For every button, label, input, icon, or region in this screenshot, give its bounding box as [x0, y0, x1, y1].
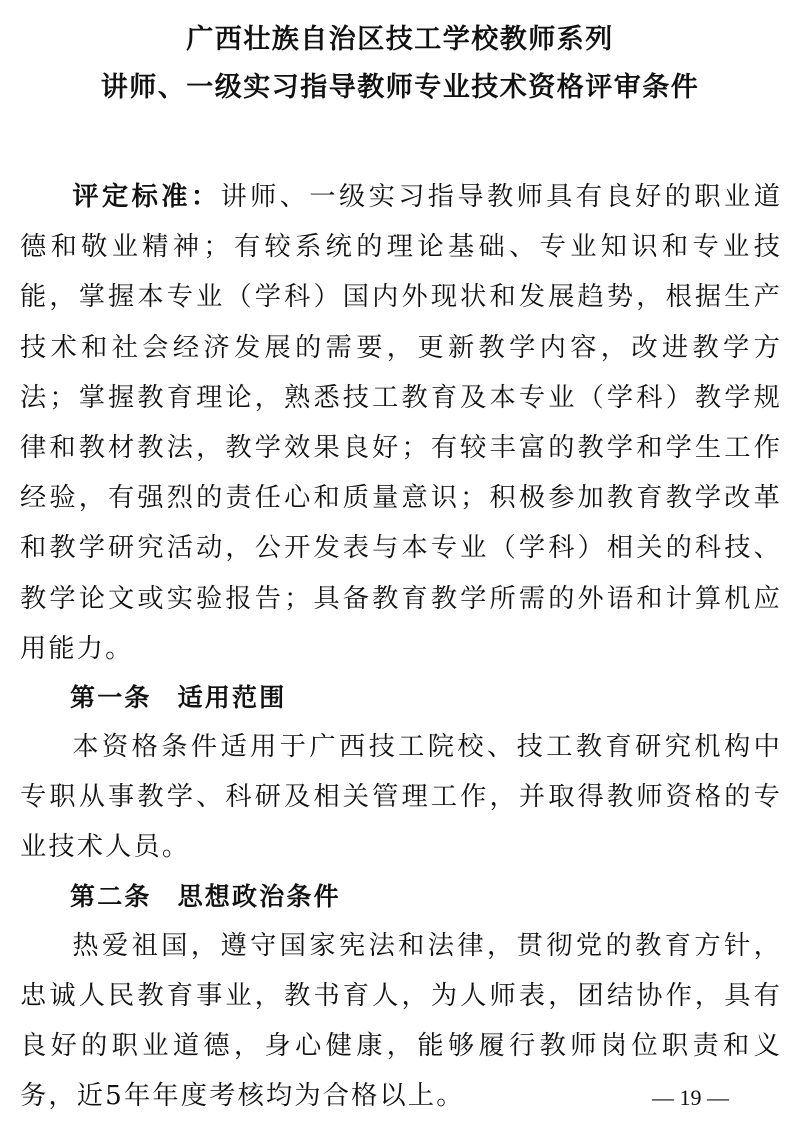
- article-1-number: 第一条: [70, 683, 152, 713]
- article-2-title: 思想政治条件: [177, 881, 341, 911]
- page-number: — 19 —: [652, 1085, 729, 1110]
- document-body: [20, 172, 782, 1121]
- article-2-text: 热爱祖国，遵守国家宪法和法律，贯彻党的教育方针，忠诚人民教育事业，教书育人，为人师表，团结协作，具有良好的职业道德，身心健康，能够履行教师岗位职责和义务，近5年年度考核均为合格以上。: [20, 930, 782, 1112]
- criteria-paragraph: [20, 172, 782, 674]
- criteria-label: 评定标准：: [72, 182, 221, 212]
- article-2-number: 第二条: [70, 881, 152, 911]
- article-2-heading: [20, 873, 782, 921]
- document-title-line-2: 讲师、一级实习指导教师专业技术资格评审条件: [100, 72, 700, 103]
- criteria-text: 讲师、一级实习指导教师具有良好的职业道德和敬业精神；有较系统的理论基础、专业知识和专业技能，掌握本专业（学科）国内外现状和发展趋势，根据生产技术和社会经济发展的需要，更新教学内容，改进教学方法；掌握教育理论，熟悉技工教育及本专业（学科）教学规律和教材教法，教学效果良好；有较丰富的教学和学生工作经验，有强烈的责任心和质量意识；积极参加教育教学改革和教学研究活动，公开发表与本专业（学科）相关的科技、教学论文或实验报告；具备教育教学所需的外语和计算机应用能力。: [20, 182, 782, 664]
- article-1-text: 本资格条件适用于广西技工院校、技工教育研究机构中专职从事教学、科研及相关管理工作，并取得教师资格的专业技术人员。: [20, 732, 782, 863]
- article-1-title: 适用范围: [177, 683, 287, 713]
- article-1-heading: [20, 674, 782, 722]
- document-title-line-1: 广西壮族自治区技工学校教师系列: [186, 24, 614, 55]
